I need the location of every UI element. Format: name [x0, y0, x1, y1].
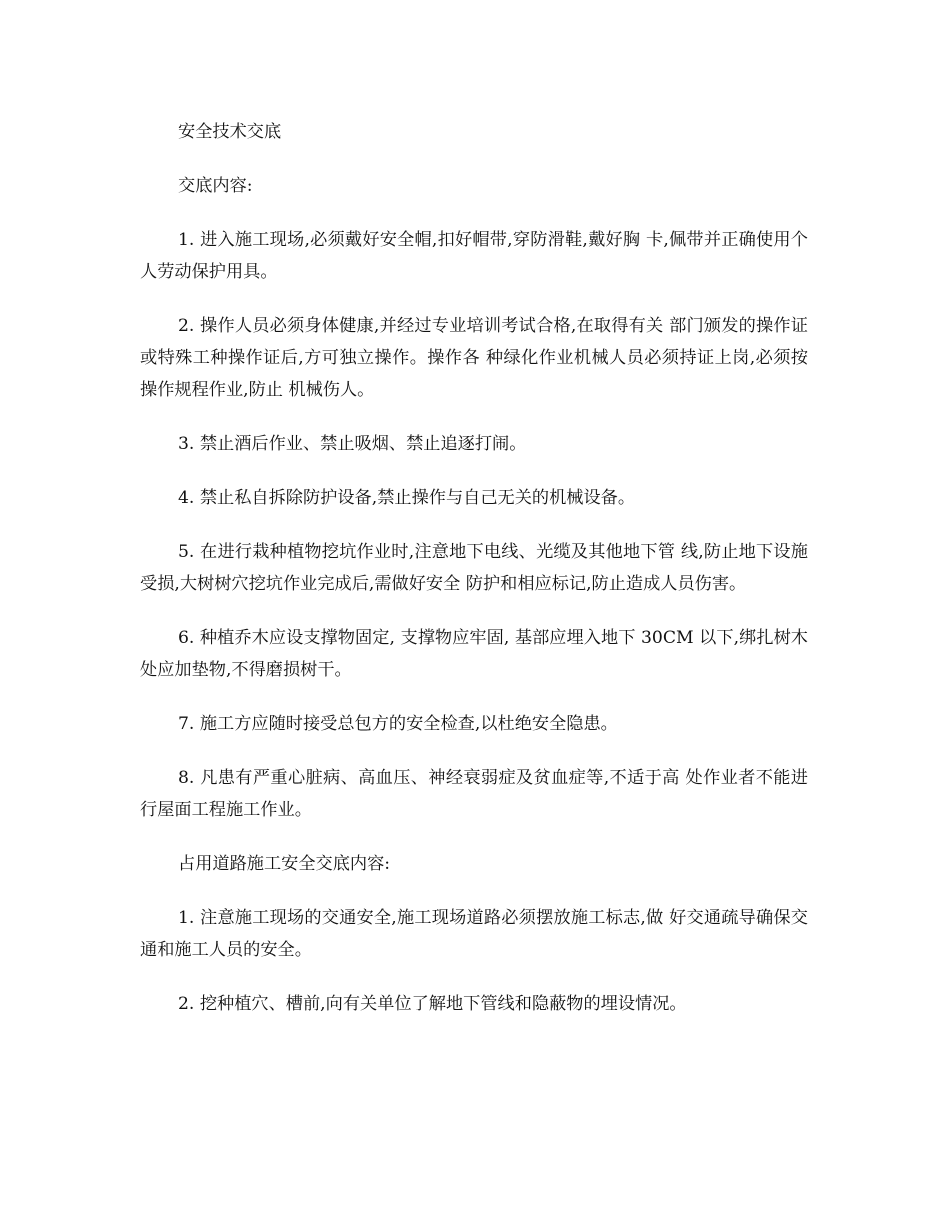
list-item: 7. 施工方应随时接受总包方的安全检查,以杜绝安全隐患。 — [178, 714, 618, 734]
document-page — [140, 116, 808, 1042]
list-item: 2. 操作人员必须身体健康,并经过专业培训考试合格,在取得有关 部门颁发的操作证或特殊工种操作证后,方可独立操作。操作各 种绿化作业机械人员必须持证上岗,必须按操作规程作业,防止 机械伤人。 — [140, 316, 808, 400]
list-item: 8. 凡患有严重心脏病、高血压、神经衰弱症及贫血症等,不适于高 处作业者不能进行屋面工程施工作业。 — [140, 768, 808, 820]
list-item: 4. 禁止私自拆除防护设备,禁止操作与自己无关的机械设备。 — [178, 488, 636, 508]
list-item: 2. 挖种植穴、槽前,向有关单位了解地下管线和隐蔽物的埋设情况。 — [178, 994, 687, 1014]
section-heading: 交底内容: — [178, 176, 253, 196]
list-item: 3. 禁止酒后作业、禁止吸烟、禁止追逐打闹。 — [178, 434, 527, 454]
list-item: 5. 在进行栽种植物挖坑作业时,注意地下电线、光缆及其他地下管 线,防止地下设施受损,大树树穴挖坑作业完成后,需做好安全 防护和相应标记,防止造成人员伤害。 — [140, 542, 808, 594]
list-item: 1. 注意施工现场的交通安全,施工现场道路必须摆放施工标志,做 好交通疏导确保交通和施工人员的安全。 — [140, 908, 808, 960]
list-item: 6. 种植乔木应设支撑物固定, 支撑物应牢固, 基部应埋入地下 30CM 以下,绑扎树木处应加垫物,不得磨损树干。 — [140, 628, 808, 680]
list-item: 1. 进入施工现场,必须戴好安全帽,扣好帽带,穿防滑鞋,戴好胸 卡,佩带并正确使用个人劳动保护用具。 — [140, 230, 808, 282]
document-title: 安全技术交底 — [178, 122, 282, 142]
section-heading: 占用道路施工安全交底内容: — [178, 854, 391, 874]
